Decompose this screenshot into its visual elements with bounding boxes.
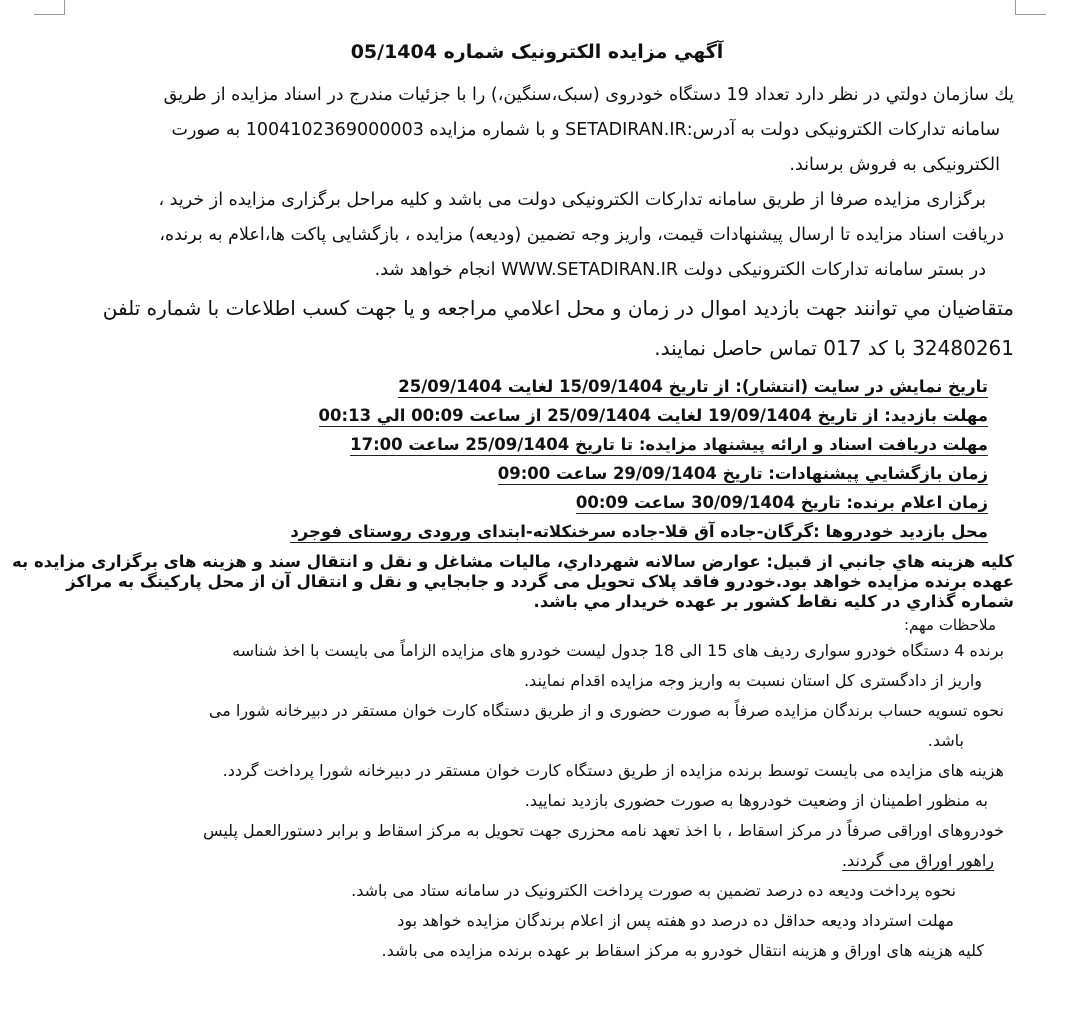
process-line: برگزاری مزایده صرفا از طریق سامانه تدارکات الکترونیکی دولت می باشد و کلیه مراحل برگزاری مزایده از خرید ، xyxy=(158,190,986,210)
intro-paragraph xyxy=(60,78,1014,183)
process-line: در بستر سامانه تدارکات الکترونیکی دولت WWW.SETADIRAN.IR انجام خواهد شد. xyxy=(374,260,986,280)
process-line: دریافت اسناد مزایده تا ارسال پیشنهادات قیمت، واریز وجه تضمین (ودیعه) مزایده ، بازگشایی پاکت ها،اعلام به برنده، xyxy=(159,225,1004,245)
note-line: نحوه تسویه حساب برندگان مزایده صرفاً به صورت حضوری و از طریق دستگاه کارت خوان مستقر در دبیرخانه شورا می xyxy=(208,701,1004,720)
note-line: باشد. xyxy=(927,731,964,750)
visit-paragraph xyxy=(60,288,1014,368)
note-line: خودروهای اوراقی صرفاً در مرکز اسقاط ، با اخذ تعهد نامه محزری جهت تحویل به مرکز اسقاط و برابر دستورالعمل پلیس xyxy=(202,821,1004,840)
schedule-row: تاريخ نمايش در سايت (انتشار): از تاريخ 15/09/1404 لغايت 25/09/1404 xyxy=(398,377,988,396)
schedule-row: محل بازديد خودروها :گرگان-جاده آق قلا-جاده سرخنکلاته-ابتدای ورودی روستای فوجرد xyxy=(290,522,988,541)
schedule-row: زمان اعلام برنده: تاريخ 30/09/1404 ساعت 00:09 xyxy=(575,493,988,512)
page-corner-mark-left xyxy=(34,0,65,15)
visit-line: 32480261 با كد 017 تماس حاصل نمايند. xyxy=(654,336,1014,360)
note-line: هزینه های مزایده می بایست توسط برنده مزایده از طریق دستگاه کارت خوان مستقر در دبیرخانه شورا پرداخت گردد. xyxy=(222,761,1004,780)
note-line: راهور اوراق می گردند. xyxy=(841,851,994,870)
note-line: نحوه پرداخت ودیعه ده درصد تضمین به صورت پرداخت الکترونیک در سامانه ستاد می باشد. xyxy=(351,881,956,900)
costs-line: شماره گذاري در كليه نقاط كشور بر عهده خريدار مي باشد. xyxy=(533,592,1014,611)
note-line: واریز از دادگستری کل استان نسبت به واریز وجه مزایده اقدام نمایند. xyxy=(523,671,982,690)
note-line: کلیه هزینه های اوراق و هزینه انتقال خودرو به مرکز اسقاط بر عهده برنده مزایده می باشد. xyxy=(381,941,984,960)
note-line: مهلت استرداد ودیعه حداقل ده درصد دو هفته پس از اعلام برندگان مزایده خواهد بود xyxy=(397,911,954,930)
schedule-row: مهلت دريافت اسناد و ارائه پيشنهاد مزايده: تا تاريخ 25/09/1404 ساعت 17:00 xyxy=(350,435,988,454)
notes-heading: ملاحظات مهم: xyxy=(903,616,996,634)
costs-line: كليه هزينه هاي جانبي از قبيل: عوارض سالانه شهرداري، ماليات مشاغل و نقل و انتقال سند و هزينه های برگزاری مزایده به xyxy=(12,552,1014,571)
intro-line: سامانه تدارکات الکترونیکی دولت به آدرس:SETADIRAN.IR و با شماره مزایده 1004102369000003 به صورت xyxy=(171,120,1000,140)
intro-line: الکترونیکی به فروش برساند. xyxy=(789,155,1000,175)
note-line: برنده 4 دستگاه خودرو سواری ردیف های 15 الی 18 جدول لیست خودرو های مزایده الزاماً می بایست با اخذ شناسه xyxy=(232,641,1004,660)
page-title: آگهي مزايده الكترونيک شماره 05/1404 xyxy=(350,41,724,63)
page-corner-mark-right xyxy=(1015,0,1046,15)
visit-line: متقاضيان مي توانند جهت بازديد اموال در زمان و محل اعلامي مراجعه و يا جهت كسب اطلاعات با شماره تلفن xyxy=(102,296,1014,320)
note-line: به منظور اطمینان از وضعیت خودروها به صورت حضوری بازدید نمایید. xyxy=(524,791,988,810)
costs-paragraph xyxy=(12,552,1014,612)
process-paragraph xyxy=(60,183,1014,288)
schedule-list xyxy=(60,372,1014,546)
intro-line: يك سازمان دولتي در نظر دارد تعداد 19 دستگاه خودروی (سبک،سنگین،) را با جزئیات مندرج در اسناد مزایده از طریق xyxy=(163,85,1014,105)
costs-line: عهده برنده مزايده خواهد بود.خودرو فاقد پلاک تحويل می گردد و جابجايي و نقل و انتقال آن از محل پاركينگ به مراكز xyxy=(66,572,1014,591)
schedule-row: زمان بازگشايي پيشنهادات: تاريخ 29/09/1404 ساعت 09:00 xyxy=(497,464,988,483)
auction-notice xyxy=(12,34,1014,966)
schedule-row: مهلت بازديد: از تاريخ 19/09/1404 لغايت 25/09/1404 از ساعت 00:09 الي 00:13 xyxy=(318,406,988,425)
notes-list xyxy=(60,636,1014,966)
